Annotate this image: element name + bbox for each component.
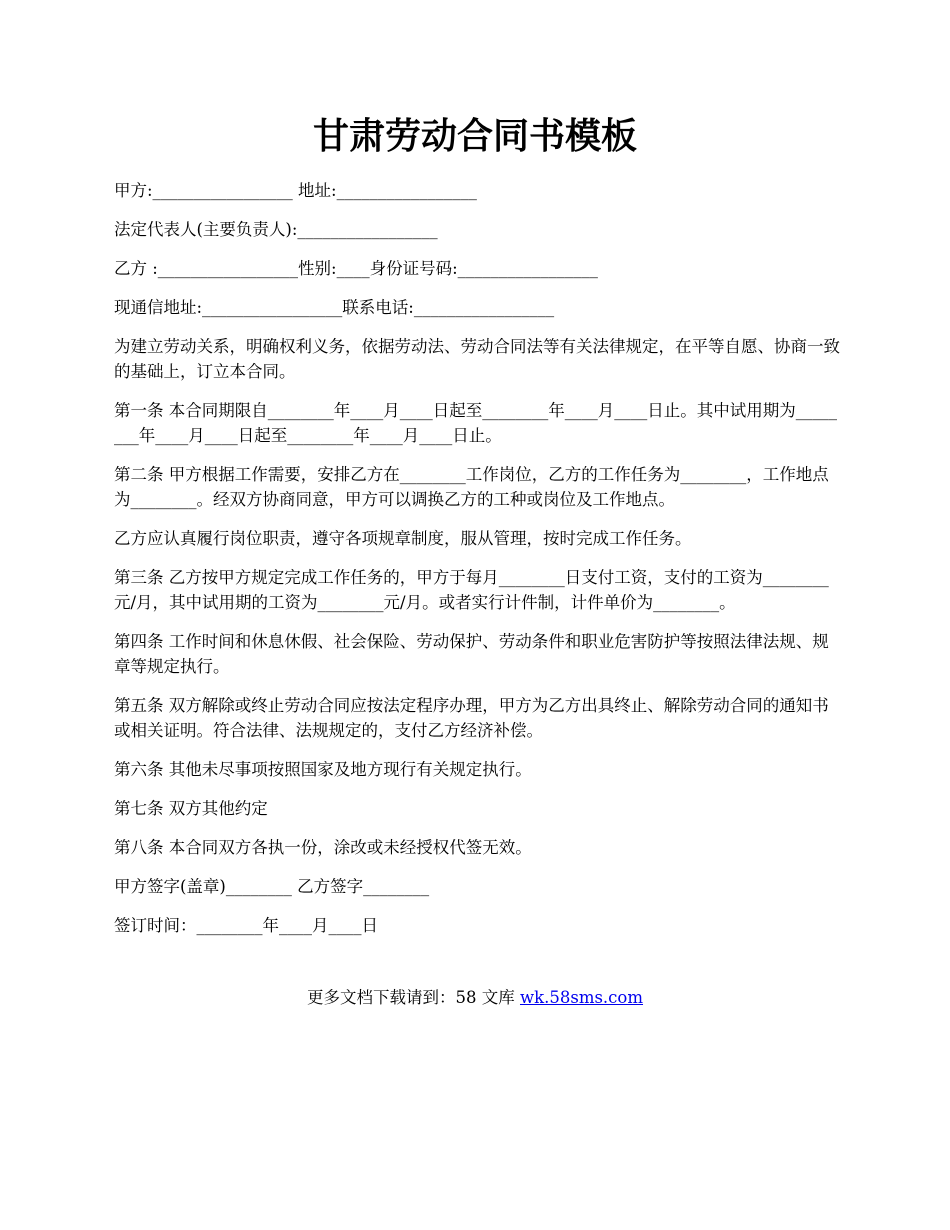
document-body [114,178,844,952]
preamble-paragraph: 为建立劳动关系，明确权利义务，依据劳动法、劳动合同法等有关法律规定，在平等自愿、协商一致的基础上，订立本合同。 [114,337,840,381]
party-a-line: 甲方:_________________ 地址:_________________ [114,181,477,200]
article-4: 第四条 工作时间和休息休假、社会保险、劳动保护、劳动条件和职业危害防护等按照法律法规、规章等规定执行。 [114,632,829,676]
article-1: 第一条 本合同期限自________年____月____日起至________年____月____日止。其中试用期为________年____月____日起至________年____月____日止。 [114,401,837,445]
download-footer [0,985,950,1010]
party-b-line: 乙方 :_________________性别:____身份证号码:_________________ [114,259,598,278]
article-7: 第七条 双方其他约定 [114,799,268,818]
footer-text: 更多文档下载请到：58 文库 [306,988,520,1007]
legal-representative-line: 法定代表人(主要负责人):_________________ [114,220,438,239]
signing-date-line: 签订时间：________年____月____日 [114,916,378,935]
signature-line: 甲方签字(盖章)________ 乙方签字________ [114,877,430,896]
article-8: 第八条 本合同双方各执一份，涂改或未经授权代签无效。 [114,838,532,857]
article-2: 第二条 甲方根据工作需要，安排乙方在________工作岗位，乙方的工作任务为________，工作地点为________。经双方协商同意，甲方可以调换乙方的工种或岗位及工作地点。 [114,465,829,509]
document-title: 甘肃劳动合同书模板 [312,115,637,157]
footer-link[interactable]: wk.58sms.com [519,988,643,1007]
article-3: 第三条 乙方按甲方规定完成工作任务的，甲方于每月________日支付工资，支付的工资为________元/月，其中试用期的工资为________元/月。或者实行计件制，计件单价为________。 [114,568,829,612]
contact-address-line: 现通信地址:_________________联系电话:_________________ [114,298,555,317]
article-5: 第五条 双方解除或终止劳动合同应按法定程序办理，甲方为乙方出具终止、解除劳动合同的通知书或相关证明。符合法律、法规规定的，支付乙方经济补偿。 [114,696,829,740]
duties-paragraph: 乙方应认真履行岗位职责，遵守各项规章制度，服从管理，按时完成工作任务。 [114,529,692,548]
article-6: 第六条 其他未尽事项按照国家及地方现行有关规定执行。 [114,760,532,779]
